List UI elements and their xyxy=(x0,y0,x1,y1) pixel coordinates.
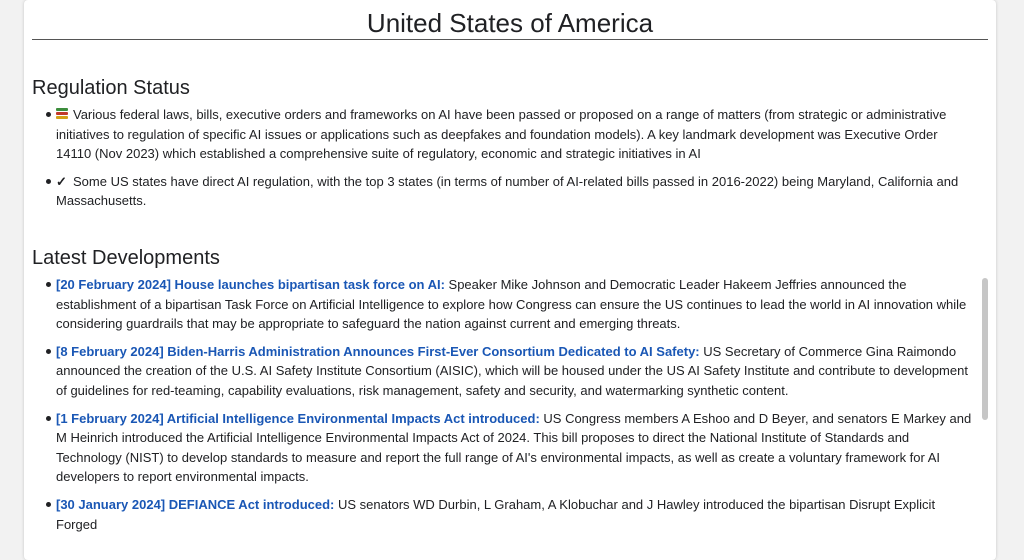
development-link[interactable]: [30 January 2024] DEFIANCE Act introduced: xyxy=(56,496,335,512)
latest-developments-heading: Latest Developments xyxy=(32,247,220,269)
regulation-status-text: Some US states have direct AI regulation, with the top 3 states (in terms of number of AI-related bills passed in 2016-2022) being Maryland, California and Massachusetts. xyxy=(56,173,959,209)
country-panel xyxy=(24,0,996,560)
scrollbar-thumb[interactable] xyxy=(982,278,988,420)
development-text: US Secretary of Commerce Gina Raimondo announced the creation of the U.S. AI Safety Institute Consortium (AISIC), which will be housed under the US AI Safety Institute and contribute to development of guidelines for red-teaming, capability evaluations, risk management, safety and security, and watermarking synthetic content. xyxy=(56,343,968,398)
regulation-status-heading: Regulation Status xyxy=(32,77,190,99)
check-icon: ✓ xyxy=(56,173,67,189)
development-link[interactable]: [8 February 2024] Biden-Harris Administration Announces First-Ever Consortium Dedicated to AI Safety: xyxy=(56,343,700,359)
development-item xyxy=(56,495,978,534)
development-link[interactable]: [1 February 2024] Artificial Intelligence Environmental Impacts Act introduced: xyxy=(56,410,540,426)
list-item xyxy=(56,105,974,164)
development-link[interactable]: [20 February 2024] House launches bipartisan task force on AI: xyxy=(56,277,445,292)
development-text: US Congress members A Eshoo and D Beyer, and senators E Markey and M Heinrich introduced the Artificial Intelligence Environmental Impacts Act of 2024. This bill proposes to direct the National Institute of Standards and Technology (NIST) to develop standards to measure and report the full range of AI's environmental impacts, as well as create a voluntary framework for AI developers to report environmental impacts. xyxy=(56,410,972,485)
books-icon xyxy=(56,108,68,120)
development-item xyxy=(56,342,978,401)
regulation-status-text: Various federal laws, bills, executive orders and frameworks on AI have been passed or proposed on a range of matters (from strategic or administrative initiatives to regulation of specific AI issues or applications such as deepfakes and foundation models). A key landmark development was Executive Order 14110 (Nov 2023) which established a comprehensive suite of regulatory, economic and strategic initiatives in AI xyxy=(56,107,947,162)
latest-developments-list xyxy=(56,275,978,542)
development-text: US senators WD Durbin, L Graham, A Klobuchar and J Hawley introduced the bipartisan Disrupt Explicit Forged xyxy=(56,496,936,532)
list-item xyxy=(56,172,974,211)
development-item xyxy=(56,275,978,334)
page-title: United States of America xyxy=(32,7,988,40)
regulation-status-list xyxy=(56,105,974,219)
development-item xyxy=(56,409,978,487)
development-text: Speaker Mike Johnson and Democratic Leader Hakeem Jeffries announced the establishment of a bipartisan Task Force on Artificial Intelligence to explore how Congress can ensure the US continues to lead the world in AI innovation while considering guardrails that may be appropriate to safeguard the nation against current and emerging threats. xyxy=(56,277,967,332)
